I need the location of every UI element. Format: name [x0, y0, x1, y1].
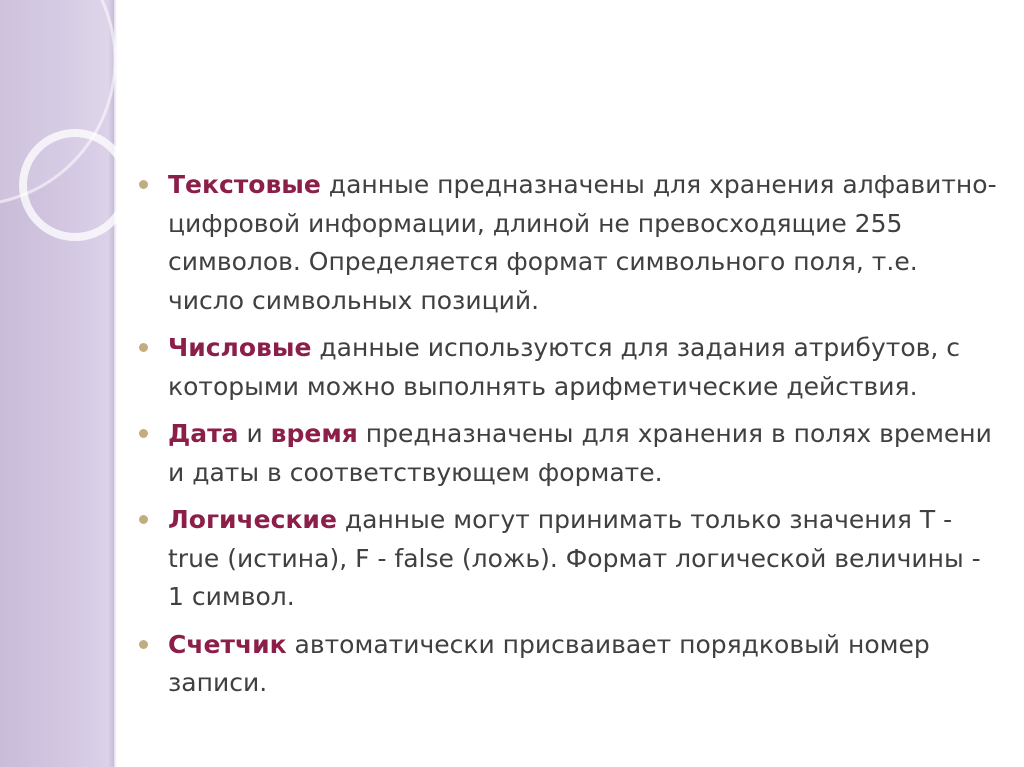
bullet-text: предназначены для хранения в полях времени и даты в соответствующем формате.	[168, 419, 992, 487]
keyword-logical-data: Логические	[168, 505, 337, 534]
bullet-dot-icon	[139, 515, 148, 524]
bullet-text-data	[139, 166, 999, 320]
bullet-dot-icon	[139, 640, 148, 649]
bullet-connector: и	[238, 419, 271, 448]
bullet-text: автоматически присваивает порядковый номер записи.	[168, 629, 930, 697]
bullet-text: данные могут принимать только значения T - true (истина), F - false (ложь). Формат логической величины - 1 символ.	[168, 505, 981, 611]
bullet-numeric-data	[139, 329, 999, 406]
decorative-circles	[0, 0, 140, 300]
decorative-large-circle	[0, 0, 115, 205]
keyword-numeric-data: Числовые	[168, 333, 312, 362]
bullet-date-time	[139, 415, 999, 492]
slide-content	[139, 166, 999, 712]
bullet-dot-icon	[139, 429, 148, 438]
bullet-logical-data	[139, 501, 999, 617]
keyword-counter: Счетчик	[168, 629, 287, 659]
bullet-text: данные предназначены для хранения алфавитно-цифровой информации, длиной не превосходящие 255 символов. Определяется формат символьного поля, т.е. число символьных позиций.	[168, 170, 997, 315]
bullet-dot-icon	[139, 343, 148, 352]
keyword-text-data: Текстовые	[168, 170, 321, 199]
bullet-text: данные используются для задания атрибутов, с которыми можно выполнять арифметические действия.	[168, 333, 960, 401]
bullet-counter	[139, 626, 999, 703]
keyword-date: Дата	[168, 419, 239, 448]
bullet-dot-icon	[139, 180, 148, 189]
keyword-time: время	[270, 419, 358, 448]
